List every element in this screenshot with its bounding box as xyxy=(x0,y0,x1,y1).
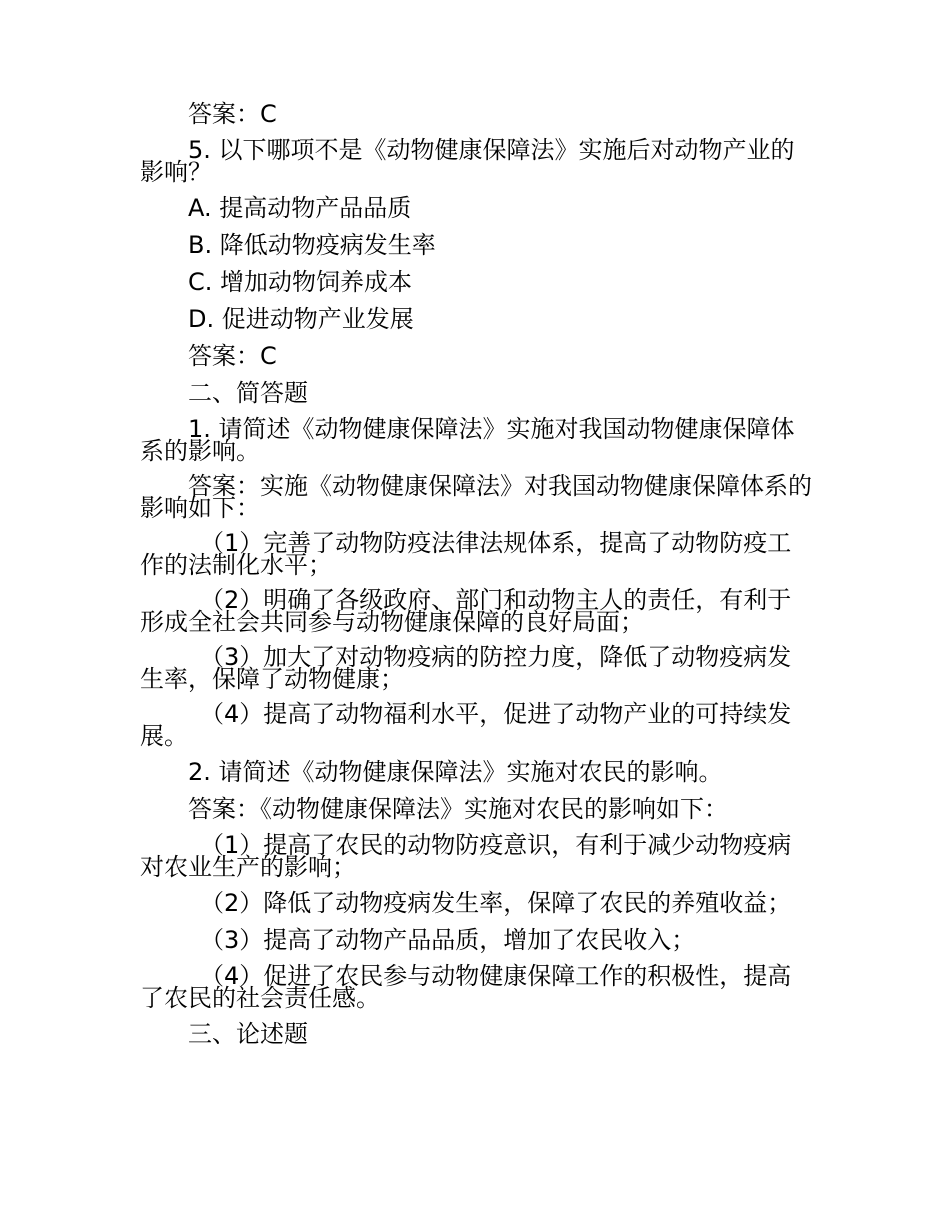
answer-point: （4）促进了农民参与动物健康保障工作的积极性，提高了农民的社会责任感。 xyxy=(140,962,792,1012)
document-body xyxy=(140,102,812,1046)
answer-point: （3）提高了动物产品品质，增加了农民收入； xyxy=(200,926,696,954)
short-question-1: 1. 请简述《动物健康保障法》实施对我国动物健康保障体系的影响。 xyxy=(140,415,795,465)
short-answer-1: 答案：实施《动物健康保障法》对我国动物健康保障体系的影响如下： xyxy=(140,472,812,522)
option-d: D. 促进动物产业发展 xyxy=(188,305,414,333)
answer-point: （4）提高了动物福利水平，促进了动物产业的可持续发展。 xyxy=(140,700,792,750)
option-c: C. 增加动物饲养成本 xyxy=(188,268,413,296)
question-5: 5. 以下哪项不是《动物健康保障法》实施后对动物产业的影响？ xyxy=(140,136,795,186)
section-heading: 二、简答题 xyxy=(188,379,308,407)
answer-point: （1）提高了农民的动物防疫意识，有利于减少动物疫病对农业生产的影响； xyxy=(140,831,792,881)
answer-point: （3）加大了对动物疫病的防控力度，降低了动物疫病发生率，保障了动物健康； xyxy=(140,643,792,693)
section-heading: 三、论述题 xyxy=(188,1020,308,1048)
answer-line: 答案：C xyxy=(188,100,277,128)
option-a: A. 提高动物产品品质 xyxy=(188,194,412,222)
short-question-2: 2. 请简述《动物健康保障法》实施对农民的影响。 xyxy=(188,758,723,786)
option-b: B. 降低动物疫病发生率 xyxy=(188,231,436,259)
short-answer-2: 答案：《动物健康保障法》实施对农民的影响如下： xyxy=(188,795,728,823)
answer-line: 答案：C xyxy=(188,342,277,370)
answer-point: （1）完善了动物防疫法律法规体系，提高了动物防疫工作的法制化水平； xyxy=(140,529,792,579)
answer-point: （2）明确了各级政府、部门和动物主人的责任，有利于形成全社会共同参与动物健康保障的良好局面； xyxy=(140,586,792,636)
answer-point: （2）降低了动物疫病发生率，保障了农民的养殖收益； xyxy=(200,889,792,917)
